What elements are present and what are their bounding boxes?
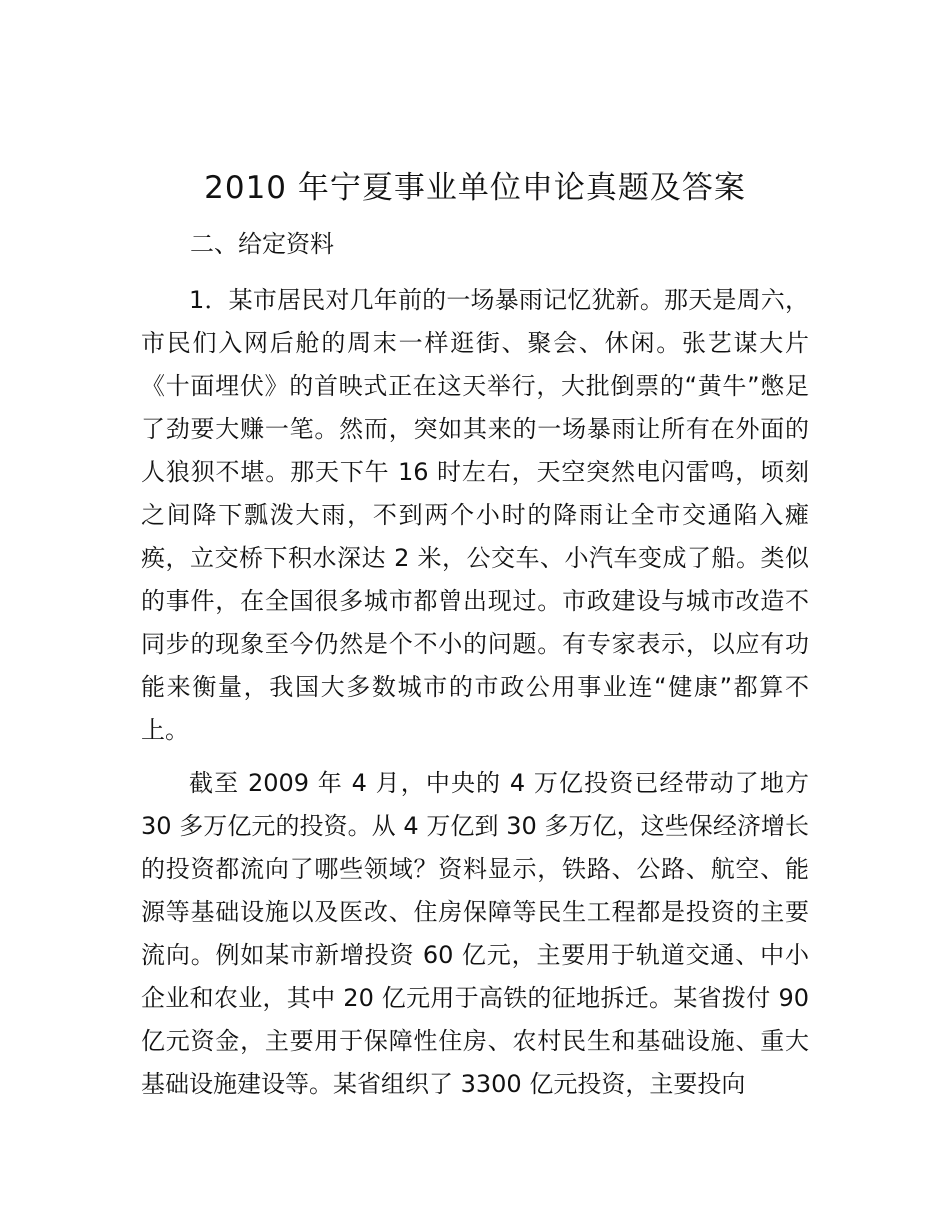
- paragraph-2: 截至 2009 年 4 月，中央的 4 万亿投资已经带动了地方 30 多万亿元的投资。从 4 万亿到 30 多万亿，这些保经济增长的投资都流向了哪些领域？资料显示，铁路、公路、航空、能源等基础设施以及医改、住房保障等民生工程都是投资的主要流向。例如某市新增投资 60 亿元，主要用于轨道交通、中小企业和农业，其中 20 亿元用于高铁的征地拆迁。某省拨付 90 亿元资金，主要用于保障性住房、农村民生和基础设施、重大基础设施建设等。某省组织了 3300 亿元投资，主要投向: [141, 769, 809, 1098]
- section-heading: 二、给定资料: [190, 230, 334, 258]
- page-title: 2010 年宁夏事业单位申论真题及答案: [204, 170, 746, 206]
- paragraph-1: 1．某市居民对几年前的一场暴雨记忆犹新。那天是周六，市民们入网后舱的周末一样逛街、聚会、休闲。张艺谋大片《十面埋伏》的首映式正在这天举行，大批倒票的“黄牛”憋足了劲要大赚一笔。然而，突如其来的一场暴雨让所有在外面的人狼狈不堪。那天下午 16 时左右，天空突然电闪雷鸣，顷刻之间降下瓢泼大雨，不到两个小时的降雨让全市交通陷入瘫痪，立交桥下积水深达 2 米，公交车、小汽车变成了船。类似的事件，在全国很多城市都曾出现过。市政建设与城市改造不同步的现象至今仍然是个不小的问题。有专家表示，以应有功能来衡量，我国大多数城市的市政公用事业连“健康”都算不上。: [141, 286, 809, 744]
